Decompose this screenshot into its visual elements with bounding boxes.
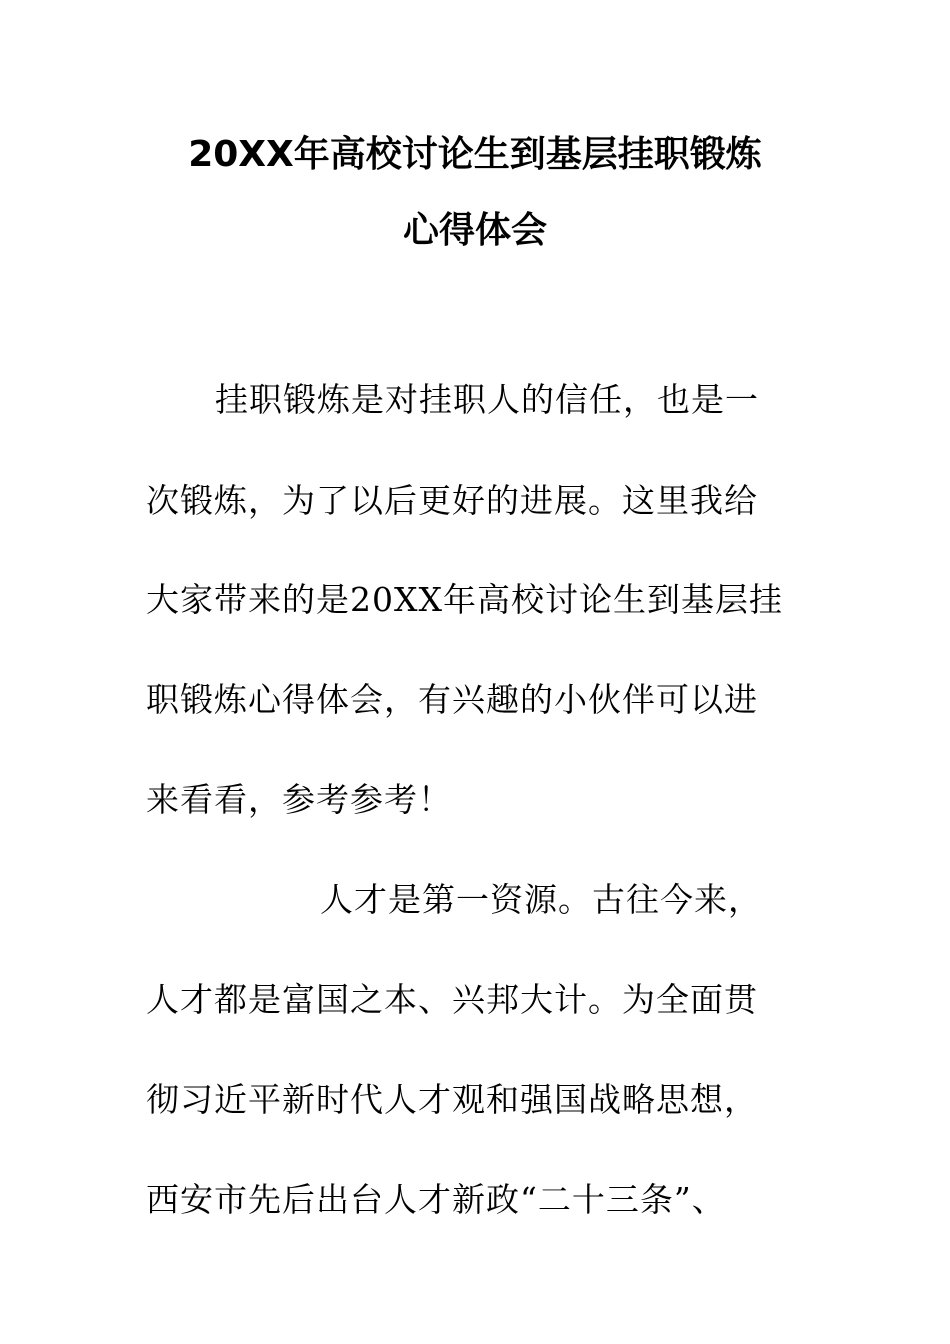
paragraph-line: 来看看，参考参考！ [146, 780, 452, 819]
paragraph-line: 次锻炼，为了以后更好的进展。这里我给 [146, 481, 758, 520]
paragraph-line: 职锻炼心得体会，有兴趣的小伙伴可以进 [146, 680, 758, 719]
paragraph-line: 挂职锻炼是对挂职人的信任，也是一 [215, 380, 759, 419]
paragraph-line: 大家带来的是20XX年高校讨论生到基层挂 [146, 580, 783, 619]
document-title-line-2: 心得体会 [402, 210, 547, 251]
paragraph-line: 彻习近平新时代人才观和强国战略思想， [146, 1080, 758, 1119]
paragraph-line: 人才是第一资源。古往今来， [320, 880, 762, 919]
document-title-line-1: 20XX年高校讨论生到基层挂职锻炼 [188, 134, 762, 175]
paragraph-line: 人才都是富国之本、兴邦大计。为全面贯 [146, 980, 758, 1019]
paragraph-line: 西安市先后出台人才新政“二十三条”、 [146, 1180, 726, 1219]
